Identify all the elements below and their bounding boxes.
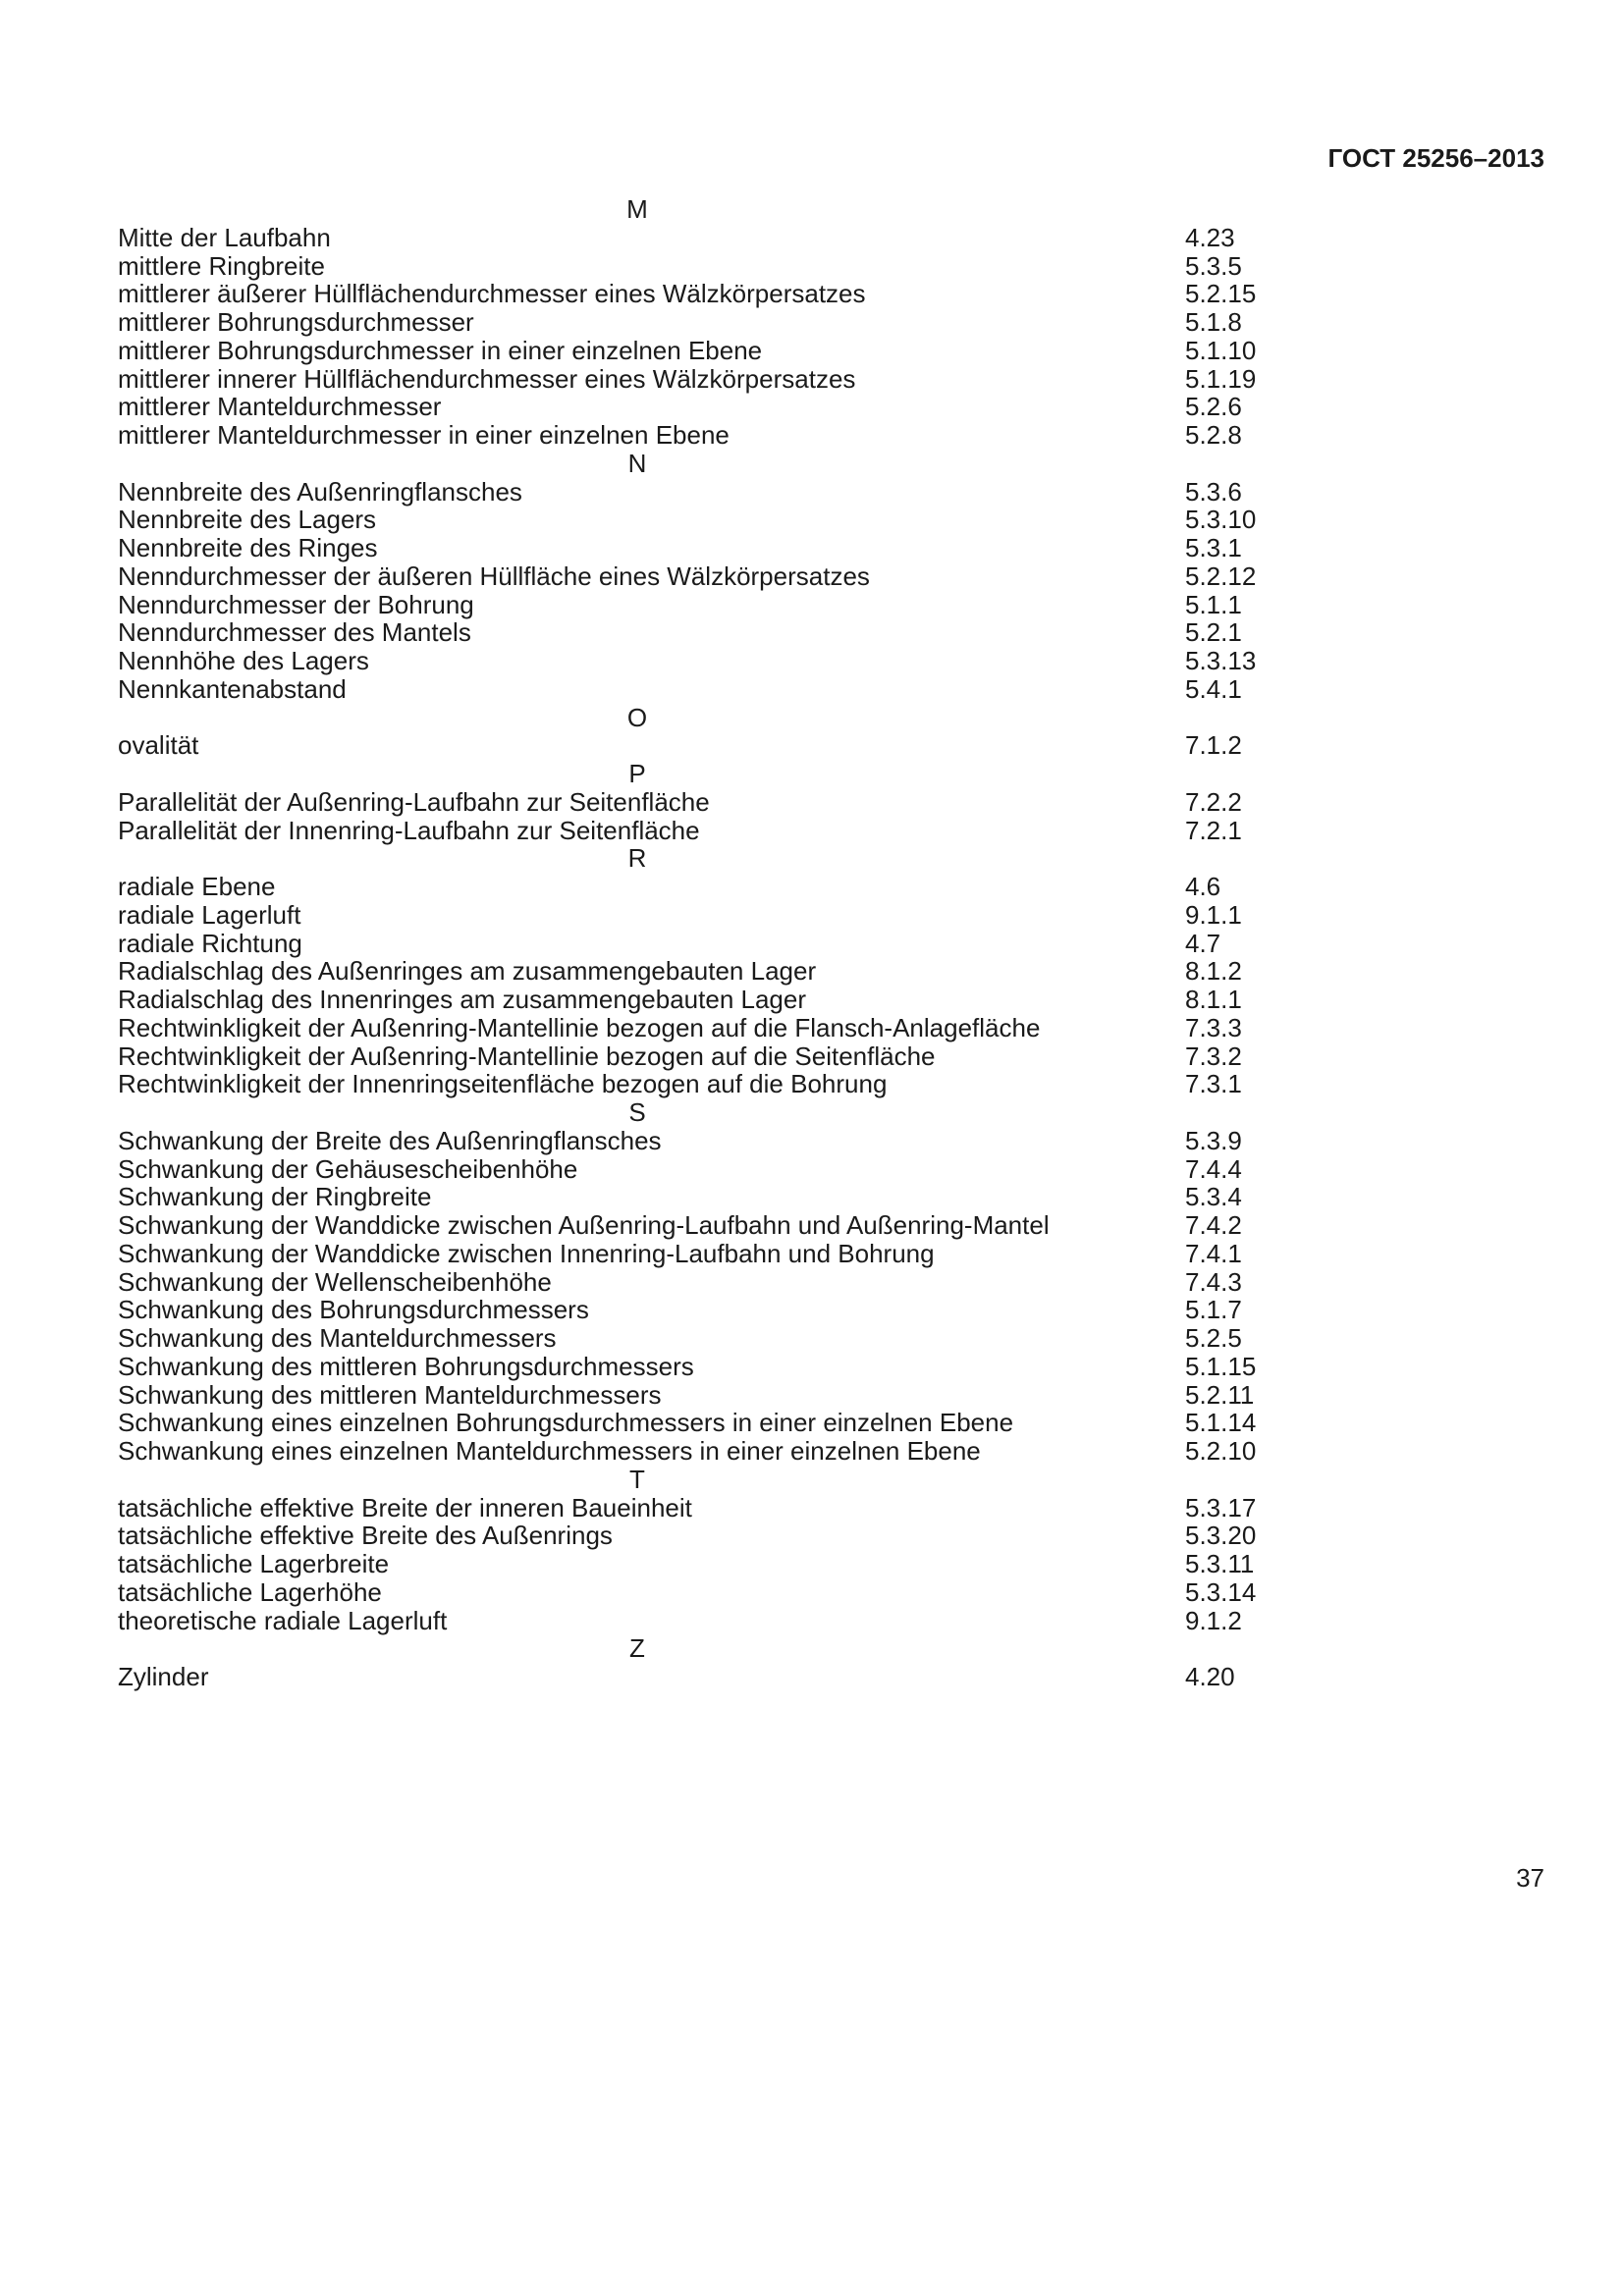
entry-term: Schwankung eines einzelnen Bohrungsdurchmessers in einer einzelnen Ebene [118, 1408, 1014, 1438]
entry-term: Schwankung der Ringbreite [118, 1182, 432, 1212]
entry-clause-number: 4.23 [1185, 222, 1235, 252]
entry-term: ovalität [118, 730, 199, 761]
entry-term: mittlere Ringbreite [118, 250, 325, 281]
entry-clause-number: 5.3.9 [1185, 1125, 1242, 1155]
entry-clause-number: 7.1.2 [1185, 730, 1242, 761]
entry-term: Rechtwinkligkeit der Außenring-Mantellinie bezogen auf die Flansch-Anlagefläche [118, 1012, 1041, 1042]
entry-clause-number: 5.1.19 [1185, 363, 1257, 394]
page-number: 37 [1516, 1863, 1544, 1893]
entry-clause-number: 5.3.10 [1185, 505, 1257, 535]
entry-term: Nennkantenabstand [118, 673, 347, 704]
section-letter-T: T [629, 1464, 645, 1494]
entry-term: Nennbreite des Ringes [118, 533, 378, 562]
entry-term: Schwankung der Breite des Außenringflansches [118, 1125, 662, 1155]
entry-clause-number: 4.20 [1185, 1662, 1235, 1691]
entry-clause-number: 5.1.15 [1185, 1351, 1257, 1381]
entry-clause-number: 8.1.2 [1185, 956, 1242, 987]
section-letter-S: S [628, 1097, 646, 1127]
entry-term: Nennhöhe des Lagers [118, 646, 369, 675]
entry-clause-number: 7.2.1 [1185, 815, 1242, 845]
index-entry [118, 1070, 1544, 1098]
index-entry [118, 618, 1544, 647]
entry-clause-number: 5.1.7 [1185, 1295, 1242, 1325]
entry-term: Rechtwinkligkeit der Innenringseitenfläche bezogen auf die Bohrung [118, 1069, 888, 1099]
index-entry [118, 1324, 1544, 1353]
index-entry [118, 930, 1544, 958]
index-entry [118, 1211, 1544, 1240]
entry-clause-number: 8.1.1 [1185, 985, 1242, 1014]
entry-term: Zylinder [118, 1662, 209, 1691]
entry-term: tatsächliche effektive Breite des Außenrings [118, 1521, 613, 1551]
index-entry [118, 1494, 1544, 1522]
section-letter-Z: Z [629, 1633, 645, 1664]
entry-term: mittlerer Bohrungsdurchmesser in einer einzelnen Ebene [118, 335, 763, 365]
entry-term: mittlerer äußerer Hüllflächendurchmesser eines Wälzkörpersatzes [118, 279, 866, 309]
index-entry [118, 224, 1544, 252]
entry-term: Mitte der Laufbahn [118, 222, 331, 252]
entry-term: Nennbreite des Außenringflansches [118, 476, 522, 507]
index-entry [118, 1663, 1544, 1691]
entry-clause-number: 5.3.6 [1185, 476, 1242, 507]
entry-term: Nenndurchmesser der äußeren Hüllfläche eines Wälzkörpersatzes [118, 561, 870, 591]
entry-term: Rechtwinkligkeit der Außenring-Mantellinie bezogen auf die Seitenfläche [118, 1041, 936, 1071]
entry-clause-number: 5.3.13 [1185, 646, 1257, 675]
index-entry [118, 986, 1544, 1014]
entry-term: Radialschlag des Außenringes am zusammengebauten Lager [118, 956, 817, 987]
entry-term: theoretische radiale Lagerluft [118, 1605, 448, 1635]
index-entry [118, 675, 1544, 704]
entry-term: Schwankung der Wanddicke zwischen Innenring-Laufbahn und Bohrung [118, 1238, 935, 1268]
entry-term: Parallelität der Außenring-Laufbahn zur Seitenfläche [118, 786, 710, 817]
index-entry [118, 280, 1544, 308]
index-entry [118, 506, 1544, 534]
entry-term: Parallelität der Innenring-Laufbahn zur Seitenfläche [118, 815, 700, 845]
entry-clause-number: 5.3.11 [1185, 1549, 1255, 1578]
entry-term: Schwankung des mittleren Bohrungsdurchmessers [118, 1351, 694, 1381]
entry-clause-number: 5.2.8 [1185, 420, 1242, 450]
entry-clause-number: 7.4.4 [1185, 1153, 1242, 1184]
entry-clause-number: 7.2.2 [1185, 786, 1242, 817]
index-entry [118, 1240, 1544, 1268]
index-entry [118, 1550, 1544, 1578]
index-entry [118, 788, 1544, 817]
entry-clause-number: 5.2.12 [1185, 561, 1257, 591]
entry-clause-number: 5.1.8 [1185, 307, 1242, 337]
entry-clause-number: 5.2.10 [1185, 1436, 1257, 1466]
entry-clause-number: 9.1.2 [1185, 1605, 1242, 1635]
index-entry [118, 1296, 1544, 1324]
entry-clause-number: 7.4.1 [1185, 1238, 1242, 1268]
entry-term: mittlerer innerer Hüllflächendurchmesser eines Wälzkörpersatzes [118, 363, 856, 394]
index-entry [118, 591, 1544, 619]
entry-clause-number: 4.6 [1185, 872, 1221, 901]
entry-clause-number: 5.3.17 [1185, 1492, 1257, 1522]
entry-term: Nenndurchmesser der Bohrung [118, 589, 474, 619]
entry-clause-number: 5.1.14 [1185, 1408, 1257, 1438]
entry-term: Schwankung der Gehäusescheibenhöhe [118, 1153, 578, 1184]
entry-term: tatsächliche effektive Breite der inneren Baueinheit [118, 1492, 692, 1522]
entry-term: radiale Ebene [118, 872, 276, 901]
entry-term: Nennbreite des Lagers [118, 505, 377, 535]
entry-clause-number: 5.3.5 [1185, 250, 1242, 281]
entry-term: Schwankung des Manteldurchmessers [118, 1323, 557, 1353]
section-letter-N: N [627, 448, 647, 478]
entry-clause-number: 5.2.15 [1185, 279, 1257, 309]
index-entry [118, 817, 1544, 845]
entry-term: mittlerer Bohrungsdurchmesser [118, 307, 474, 337]
entry-term: Schwankung eines einzelnen Manteldurchmessers in einer einzelnen Ebene [118, 1436, 981, 1466]
index-entry [118, 478, 1544, 507]
alphabetical-index [118, 195, 1544, 1691]
entry-clause-number: 5.1.1 [1185, 589, 1242, 619]
index-entry [118, 731, 1544, 760]
entry-term: Schwankung der Wanddicke zwischen Außenring-Laufbahn und Außenring-Mantel [118, 1210, 1050, 1240]
standard-number: ГОСТ 25256–2013 [1327, 143, 1544, 173]
index-entry [118, 873, 1544, 901]
entry-clause-number: 7.4.3 [1185, 1266, 1242, 1297]
index-entry [118, 647, 1544, 675]
entry-clause-number: 5.2.5 [1185, 1323, 1242, 1353]
entry-clause-number: 5.3.1 [1185, 533, 1242, 562]
index-entry [118, 1437, 1544, 1466]
index-entry [118, 1127, 1544, 1155]
index-entry [118, 365, 1544, 394]
entry-clause-number: 5.2.6 [1185, 392, 1242, 422]
section-letter-M: M [626, 194, 648, 224]
entry-clause-number: 5.3.20 [1185, 1521, 1257, 1551]
entry-term: tatsächliche Lagerhöhe [118, 1576, 382, 1607]
index-entry [118, 1381, 1544, 1410]
index-entry [118, 1183, 1544, 1211]
entry-term: Schwankung der Wellenscheibenhöhe [118, 1266, 552, 1297]
index-entry [118, 252, 1544, 281]
entry-clause-number: 4.7 [1185, 928, 1221, 958]
index-entry [118, 308, 1544, 337]
entry-term: Schwankung des mittleren Manteldurchmessers [118, 1379, 662, 1410]
index-entry [118, 1522, 1544, 1550]
index-entry [118, 957, 1544, 986]
entry-clause-number: 5.2.11 [1185, 1379, 1255, 1410]
index-entry [118, 1042, 1544, 1071]
section-letter-O: O [626, 702, 648, 732]
section-letter-P: P [628, 759, 646, 788]
entry-term: mittlerer Manteldurchmesser [118, 392, 442, 422]
index-entry [118, 337, 1544, 365]
index-entry [118, 1578, 1544, 1607]
entry-clause-number: 5.3.4 [1185, 1182, 1242, 1212]
entry-term: radiale Richtung [118, 928, 302, 958]
index-entry [118, 1607, 1544, 1635]
entry-clause-number: 5.3.14 [1185, 1576, 1257, 1607]
entry-term: tatsächliche Lagerbreite [118, 1549, 390, 1578]
document-header [118, 143, 1544, 173]
index-entry [118, 562, 1544, 591]
entry-clause-number: 5.2.1 [1185, 617, 1242, 648]
index-entry [118, 901, 1544, 930]
entry-clause-number: 9.1.1 [1185, 899, 1242, 930]
index-entry [118, 534, 1544, 562]
index-entry [118, 1353, 1544, 1381]
index-entry [118, 421, 1544, 450]
entry-term: Nenndurchmesser des Mantels [118, 617, 471, 648]
section-letter-R: R [627, 843, 647, 874]
entry-clause-number: 7.3.3 [1185, 1012, 1242, 1042]
index-entry [118, 1155, 1544, 1184]
entry-term: mittlerer Manteldurchmesser in einer einzelnen Ebene [118, 420, 730, 450]
entry-term: Schwankung des Bohrungsdurchmessers [118, 1295, 589, 1325]
entry-term: radiale Lagerluft [118, 899, 301, 930]
index-entry [118, 1268, 1544, 1297]
entry-clause-number: 7.4.2 [1185, 1210, 1242, 1240]
index-entry [118, 1014, 1544, 1042]
index-entry [118, 1409, 1544, 1437]
entry-clause-number: 5.1.10 [1185, 335, 1257, 365]
entry-term: Radialschlag des Innenringes am zusammengebauten Lager [118, 985, 806, 1014]
entry-clause-number: 7.3.2 [1185, 1041, 1242, 1071]
entry-clause-number: 7.3.1 [1185, 1069, 1242, 1099]
page-footer [118, 1863, 1544, 1893]
entry-clause-number: 5.4.1 [1185, 673, 1242, 704]
index-entry [118, 393, 1544, 421]
